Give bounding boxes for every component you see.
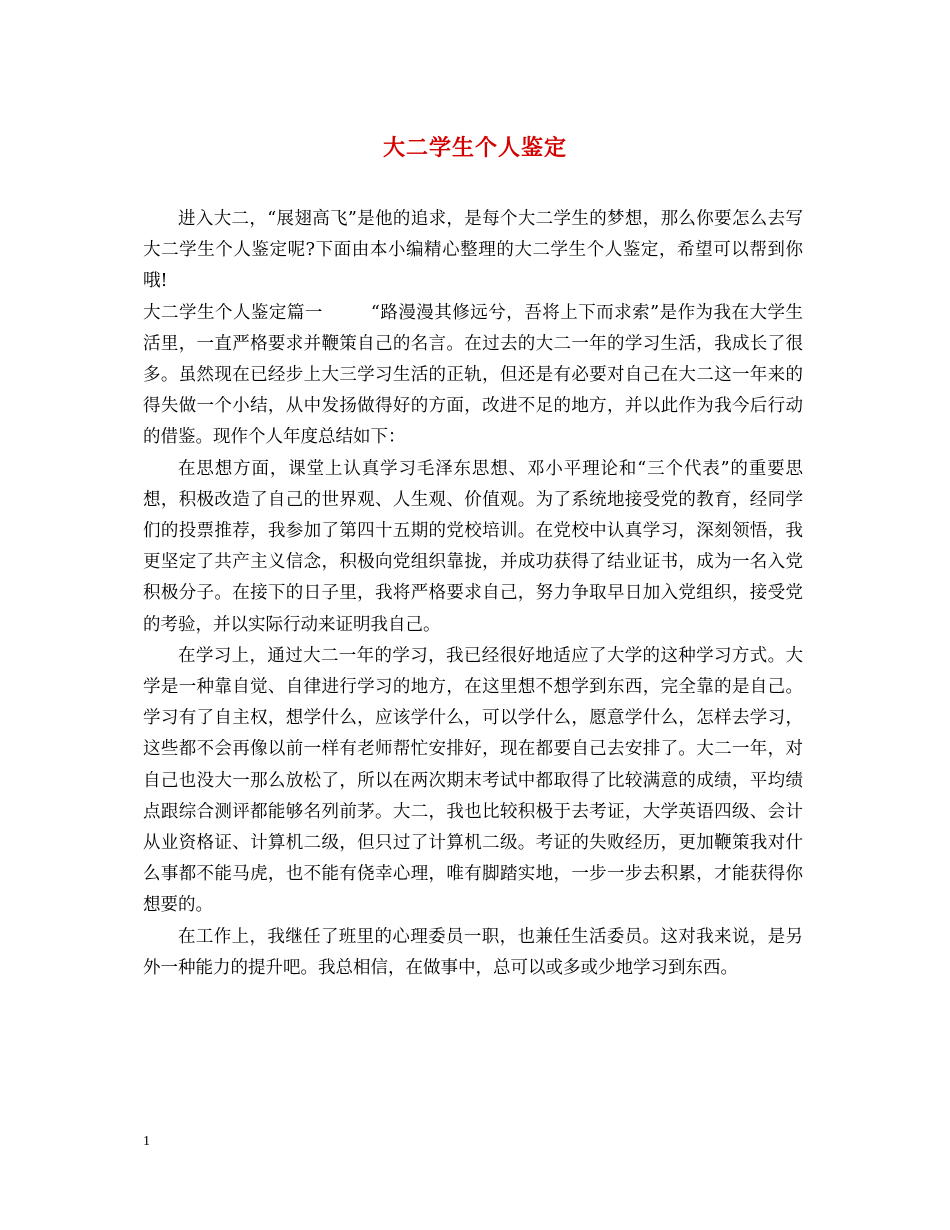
page-number: 1 <box>143 1134 150 1149</box>
section-paragraph <box>143 298 803 454</box>
section-first-text: “路漫漫其修远兮，吾将上下而求索”是作为我在大学生活里，一直严格要求并鞭策自己的名言。在过去的大二一年的学习生活，我成长了很多。虽然现在已经步上大三学习生活的正轨，但还是有必要对自己在大二这一年来的得失做一个小结，从中发扬做得好的方面，改进不足的地方，并以此作为我今后行动的借鉴。现作个人年度总结如下： <box>143 302 803 448</box>
paragraph-thought: 在思想方面，课堂上认真学习毛泽东思想、邓小平理论和“三个代表”的重要思想，积极改造了自己的世界观、人生观、价值观。为了系统地接受党的教育，经同学们的投票推荐，我参加了第四十五期的党校培训。在党校中认真学习，深刻领悟，我更坚定了共产主义信念，积极向党组织靠拢，并成功获得了结业证书，成为一名入党积极分子。在接下的日子里，我将严格要求自己，努力争取早日加入党组织，接受党的考验，并以实际行动来证明我自己。 <box>143 458 803 635</box>
paragraph-study: 在学习上，通过大二一年的学习，我已经很好地适应了大学的这种学习方式。大学是一种靠自觉、自律进行学习的地方，在这里想不想学到东西，完全靠的是自己。学习有了自主权，想学什么，应该学什么，可以学什么，愿意学什么，怎样去学习，这些都不会再像以前一样有老师帮忙安排好，现在都要自己去安排了。大二一年，对自己也没大一那么放松了，所以在两次期末考试中都取得了比较满意的成绩，平均绩点跟综合测评都能够名列前茅。大二，我也比较积极于去考证，大学英语四级、会计从业资格证、计算机二级，但只过了计算机二级。考证的失败经历，更加鞭策我对什么事都不能马虎，也不能有侥幸心理，唯有脚踏实地，一步一步去积累，才能获得你想要的。 <box>143 645 803 916</box>
section-heading: 大二学生个人鉴定篇一 <box>143 302 323 323</box>
intro-paragraph: 进入大二，“展翅高飞”是他的追求，是每个大二学生的梦想，那么你要怎么去写大二学生个人鉴定呢?下面由本小编精心整理的大二学生个人鉴定，希望可以帮到你哦! <box>143 209 803 292</box>
document-title: 大二学生个人鉴定 <box>382 135 567 161</box>
document-body <box>143 204 803 984</box>
paragraph-work: 在工作上，我继任了班里的心理委员一职，也兼任生活委员。这对我来说，是另外一种能力的提升吧。我总相信，在做事中，总可以或多或少地学习到东西。 <box>143 926 803 978</box>
